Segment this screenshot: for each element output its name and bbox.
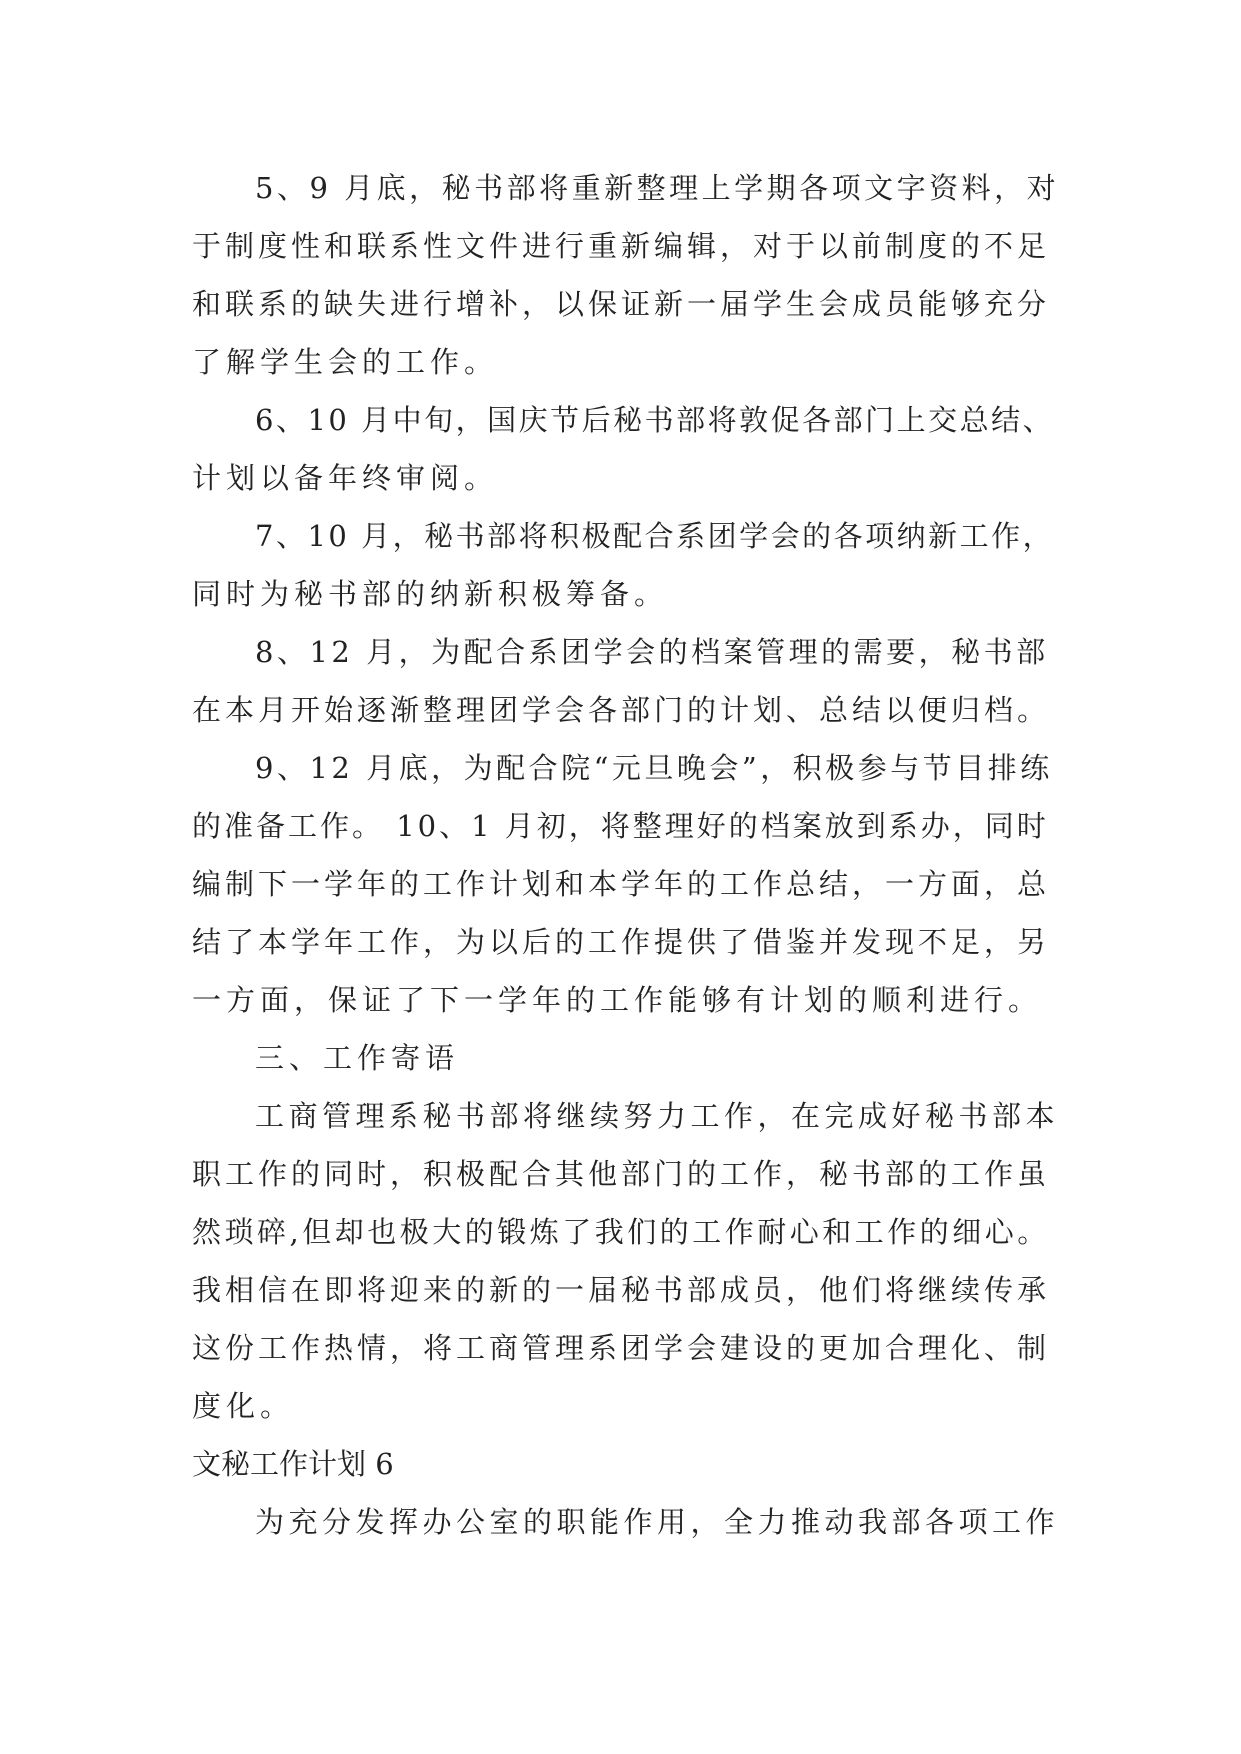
text-line: 我相信在即将迎来的新的一届秘书部成员，他们将继续传承 (192, 1273, 1051, 1307)
text-line: 结了本学年工作，为以后的工作提供了借鉴并发现不足，另 (192, 925, 1051, 959)
text-line: 工商管理系秘书部将继续努力工作，在完成好秘书部本 (255, 1099, 1060, 1133)
text-line: 计划以备年终审阅。 (192, 461, 499, 495)
text-line: 7、10 月，秘书部将积极配合系团学会的各项纳新工作， (255, 519, 1055, 553)
text-line: 编制下一学年的工作计划和本学年的工作总结，一方面，总 (192, 867, 1051, 901)
text-line: 为充分发挥办公室的职能作用，全力推动我部各项工作 (255, 1505, 1060, 1539)
text-line: 职工作的同时，积极配合其他部门的工作，秘书部的工作虽 (192, 1157, 1051, 1191)
document-title: 文秘工作计划 6 (192, 1447, 394, 1481)
text-line: 一方面，保证了下一学年的工作能够有计划的顺利进行。 (192, 983, 1043, 1017)
text-line: 的准备工作。 10、1 月初，将整理好的档案放到系办，同时 (192, 809, 1049, 843)
text-line: 在本月开始逐渐整理团学会各部门的计划、总结以便归档。 (192, 693, 1051, 727)
text-line: 然琐碎,但却也极大的锻炼了我们的工作耐心和工作的细心。 (192, 1215, 1050, 1249)
text-line: 这份工作热情，将工商管理系团学会建设的更加合理化、制 (192, 1331, 1051, 1365)
text-line: 5、9 月底，秘书部将重新整理上学期各项文字资料，对 (255, 171, 1060, 205)
text-line: 同时为秘书部的纳新积极筹备。 (192, 577, 669, 611)
text-line: 度化。 (192, 1389, 295, 1423)
text-line: 6、10 月中旬，国庆节后秘书部将敦促各部门上交总结、 (255, 403, 1055, 437)
section-heading: 三、工作寄语 (255, 1041, 460, 1075)
text-line: 于制度性和联系性文件进行重新编辑，对于以前制度的不足 (192, 229, 1051, 263)
text-line: 了解学生会的工作。 (192, 345, 499, 379)
text-line: 8、12 月，为配合系团学会的档案管理的需要，秘书部 (255, 635, 1049, 669)
text-line: 和联系的缺失进行增补，以保证新一届学生会成员能够充分 (192, 287, 1051, 321)
text-line: 9、12 月底，为配合院“元旦晚会”，积极参与节目排练 (255, 751, 1053, 785)
